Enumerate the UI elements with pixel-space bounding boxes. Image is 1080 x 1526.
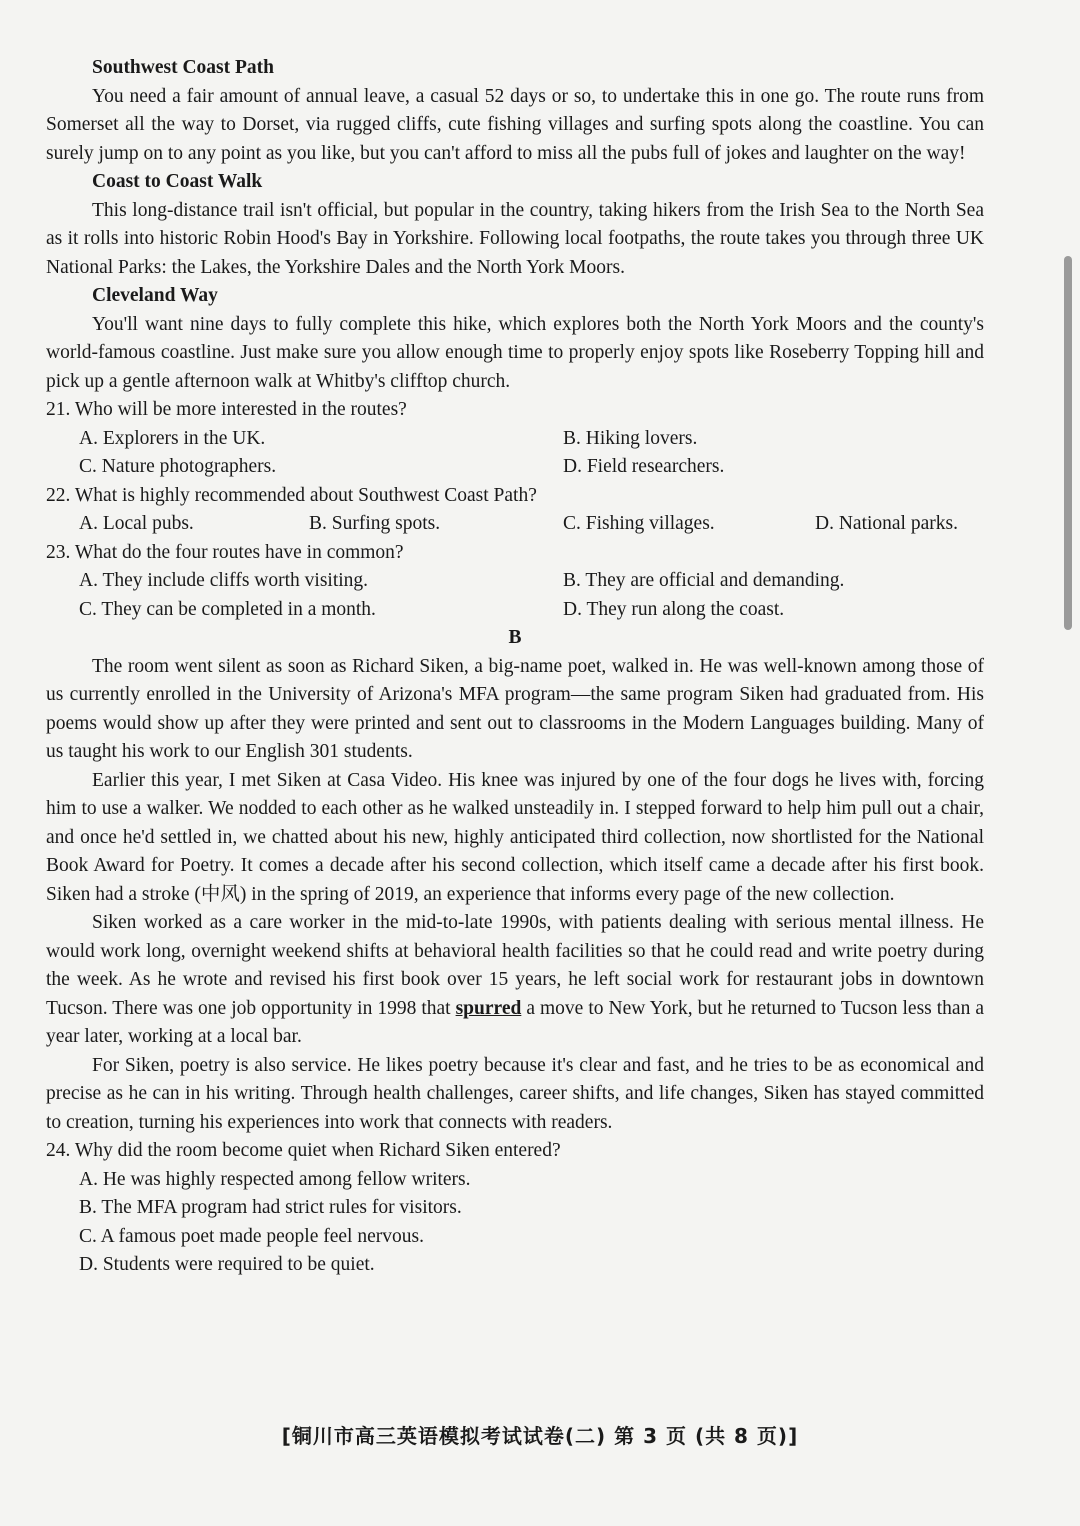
- paragraph-text: a move to New York, but he returned to Tucson less than a year later, working at a local bar.: [46, 997, 984, 1047]
- section-b-label: B: [508, 627, 522, 648]
- paragraph-text: Siken worked as a care worker in the mid-to-late 1990s, with patients dealing with serious mental illness. He would work long, overnight weekend shifts at behavioral health facilities so that he could read and write poetry during the week. As he wrote and revised his first book over 15 years, he left social work for restaurant jobs in downtown Tucson. There was one job opportunity in 1998 that: [46, 912, 984, 1019]
- exam-page: [46, 54, 984, 1280]
- option: B. Surfing spots.: [309, 513, 441, 534]
- route-text-southwest: You need a fair amount of annual leave, a casual 52 days or so, to undertake this in one go. The route runs from Somerset all the way to Dorset, via rugged cliffs, cute fishing villages and surfing spots along the coastline. You can surely jump on to any point as you like, but you can't afford to miss all the pubs full of jokes and laughter on the way!: [46, 85, 984, 164]
- question-23-options: [46, 567, 984, 624]
- option: C. Nature photographers.: [79, 456, 277, 477]
- passage-b-paragraph-2: Earlier this year, I met Siken at Casa Video. His knee was injured by one of the four dogs he lives with, forcing him to use a walker. We nodded to each other as he walked unsteadily in. I stepped forward to help him pull out a chair, and once he'd settled in, we chatted about his new, highly anticipated third collection, now shortlisted for the National Book Award for Poetry. It comes a decade after his second collection, which itself came a decade after his first book. Siken had a stroke (中风) in the spring of 2019, an experience that informs every page of the new collection.: [46, 769, 984, 905]
- passage-b-paragraph-3: [46, 909, 984, 1052]
- option: C. Fishing villages.: [563, 513, 715, 534]
- route-title-coast-to-coast: Coast to Coast Walk: [92, 171, 263, 192]
- option: A. Explorers in the UK.: [79, 427, 266, 449]
- option: D. Students were required to be quiet.: [79, 1254, 375, 1275]
- question-22-options: [46, 510, 984, 539]
- option: A. Local pubs.: [79, 513, 194, 534]
- underlined-word: spurred: [455, 997, 522, 1019]
- page-footer: [铜川市高三英语模拟考试试卷(二) 第 3 页 (共 8 页)]: [281, 1424, 799, 1448]
- option: C. They can be completed in a month.: [79, 598, 376, 620]
- question-21-options: [46, 425, 984, 482]
- option: A. They include cliffs worth visiting.: [79, 570, 369, 591]
- route-text-coast-to-coast: This long-distance trail isn't official, but popular in the country, taking hikers from the Irish Sea to the North Sea as it rolls into historic Robin Hood's Bay in Yorkshire. Following local footpaths, the route takes you through three UK National Parks: the Lakes, the Yorkshire Dales and the North York Moors.: [46, 199, 984, 278]
- passage-b-paragraph-1: The room went silent as soon as Richard Siken, a big-name poet, walked in. He was well-known among those of us currently enrolled in the University of Arizona's MFA program—the same program Siken had graduated from. His poems would show up after they were printed and sent out to classrooms in the Modern Languages building. Many of us taught his work to our English 301 students.: [46, 655, 984, 762]
- route-title-cleveland: Cleveland Way: [92, 285, 218, 306]
- question-21: 21. Who will be more interested in the routes?: [46, 399, 407, 420]
- option: A. He was highly respected among fellow writers.: [79, 1168, 471, 1190]
- option: B. Hiking lovers.: [563, 427, 698, 449]
- option: D. Field researchers.: [563, 456, 725, 477]
- question-24: 24. Why did the room become quiet when Richard Siken entered?: [46, 1140, 561, 1161]
- route-title-southwest: Southwest Coast Path: [92, 57, 275, 78]
- passage-b-paragraph-4: For Siken, poetry is also service. He likes poetry because it's clear and fast, and he tries to be as economical and precise as he can in his writing. Through health challenges, career shifts, and life changes, Siken has stayed committed to creation, turning his experiences into work that connects with readers.: [46, 1054, 984, 1133]
- scrollbar[interactable]: [1064, 256, 1072, 630]
- question-23: 23. What do the four routes have in common?: [46, 541, 404, 563]
- option: B. The MFA program had strict rules for visitors.: [79, 1197, 462, 1218]
- option: D. National parks.: [815, 513, 958, 534]
- question-22: 22. What is highly recommended about Southwest Coast Path?: [46, 484, 537, 506]
- option: C. A famous poet made people feel nervous.: [79, 1225, 424, 1247]
- route-text-cleveland: You'll want nine days to fully complete this hike, which explores both the North York Moors and the county's world-famous coastline. Just make sure you allow enough time to properly enjoy spots like Roseberry Topping hill and pick up a gentle afternoon walk at Whitby's clifftop church.: [46, 313, 984, 392]
- option: B. They are official and demanding.: [563, 570, 845, 591]
- question-24-options: [46, 1166, 984, 1280]
- option: D. They run along the coast.: [563, 598, 785, 620]
